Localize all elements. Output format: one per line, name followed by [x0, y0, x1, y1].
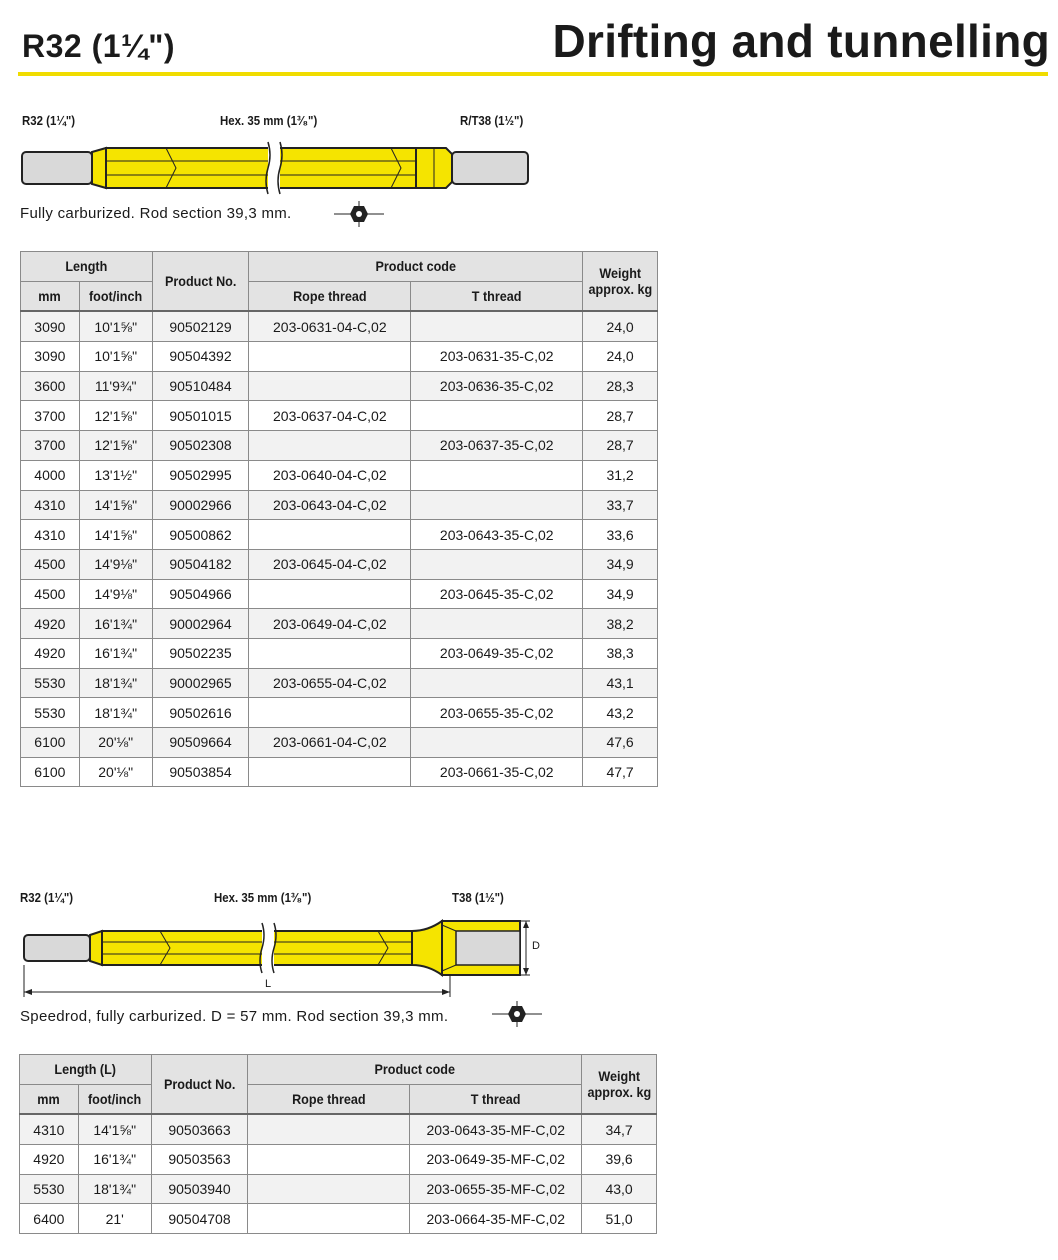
cell-rope-thread: 203-0643-04-C,02	[249, 490, 411, 520]
table-row	[21, 757, 658, 787]
cell-mm: 3090	[21, 342, 80, 372]
cell-foot-inch: 18'1¾"	[78, 1174, 151, 1204]
table-row	[21, 698, 658, 728]
cell-t-thread: 203-0649-35-C,02	[411, 638, 583, 668]
col-mm: mm	[21, 281, 80, 311]
col-rope-thread-2: Rope thread	[248, 1084, 410, 1114]
page-subtitle: R32 (1¼")	[22, 28, 176, 64]
table-row	[20, 1114, 657, 1144]
cell-weight: 38,3	[583, 638, 658, 668]
cell-t-thread: 203-0643-35-MF-C,02	[410, 1114, 582, 1144]
cell-foot-inch: 21'	[78, 1204, 151, 1234]
cell-rope-thread	[249, 520, 411, 550]
cell-weight: 28,7	[583, 401, 658, 431]
cell-rope-thread: 203-0640-04-C,02	[249, 460, 411, 490]
cell-rope-thread: 203-0655-04-C,02	[249, 668, 411, 698]
col-foot-inch: foot/inch	[79, 281, 152, 311]
cell-rope-thread	[248, 1204, 410, 1234]
rod2-caption: Speedrod, fully carburized. D = 57 mm. Rod section 39,3 mm.	[20, 1008, 449, 1025]
cell-product-no: 90504708	[151, 1204, 248, 1234]
cell-foot-inch: 12'1⅝"	[79, 431, 152, 461]
table-row	[21, 371, 658, 401]
rod2-left-thread-label: R32 (1¼")	[20, 890, 74, 905]
cell-t-thread: 203-0655-35-MF-C,02	[410, 1174, 582, 1204]
cell-foot-inch: 16'1¾"	[79, 638, 152, 668]
table-row	[21, 490, 658, 520]
cell-product-no: 90502235	[152, 638, 249, 668]
cell-t-thread	[411, 609, 583, 639]
cell-mm: 6400	[20, 1204, 79, 1234]
cell-product-no: 90503563	[151, 1145, 248, 1175]
table-row	[21, 431, 658, 461]
cell-weight: 34,9	[583, 549, 658, 579]
cell-t-thread	[411, 728, 583, 758]
cell-mm: 5530	[20, 1174, 79, 1204]
dim-l-label: L	[265, 978, 272, 990]
col-product-code-2: Product code	[248, 1055, 582, 1085]
col-length: Length	[21, 252, 153, 282]
cell-t-thread	[411, 311, 583, 341]
rod2-spec-table	[19, 1054, 657, 1234]
cell-mm: 5530	[21, 668, 80, 698]
cell-foot-inch: 16'1¾"	[78, 1145, 151, 1175]
cell-product-no: 90501015	[152, 401, 249, 431]
cell-foot-inch: 11'9¾"	[79, 371, 152, 401]
cell-mm: 3700	[21, 431, 80, 461]
cell-t-thread: 203-0645-35-C,02	[411, 579, 583, 609]
cell-weight: 47,6	[583, 728, 658, 758]
page-title: Drifting and tunnelling	[552, 15, 1050, 67]
cell-product-no: 90503854	[152, 757, 249, 787]
cell-mm: 4310	[20, 1114, 79, 1144]
cell-t-thread	[411, 490, 583, 520]
table-row	[21, 401, 658, 431]
cell-product-no: 90502129	[152, 311, 249, 341]
cell-product-no: 90502308	[152, 431, 249, 461]
cell-product-no: 90500862	[152, 520, 249, 550]
cell-foot-inch: 13'1½"	[79, 460, 152, 490]
table-row	[21, 668, 658, 698]
table-row	[21, 638, 658, 668]
cell-foot-inch: 12'1⅝"	[79, 401, 152, 431]
cell-mm: 4310	[21, 520, 80, 550]
cell-foot-inch: 10'1⅝"	[79, 311, 152, 341]
col-mm-2: mm	[20, 1084, 79, 1114]
cell-rope-thread	[248, 1145, 410, 1175]
cell-weight: 28,7	[583, 431, 658, 461]
cell-rope-thread	[249, 579, 411, 609]
rod1-caption: Fully carburized. Rod section 39,3 mm.	[20, 205, 292, 222]
cell-weight: 33,7	[583, 490, 658, 520]
cell-weight: 43,2	[583, 698, 658, 728]
col-length-l: Length (L)	[20, 1055, 152, 1085]
cell-foot-inch: 14'1⅝"	[79, 490, 152, 520]
table-row	[21, 311, 658, 341]
cell-product-no: 90502995	[152, 460, 249, 490]
cell-t-thread: 203-0636-35-C,02	[411, 371, 583, 401]
dim-d-label: D	[532, 940, 540, 952]
rod2-right-thread-label: T38 (1½")	[452, 890, 504, 905]
rod1-right-thread-label: R/T38 (1½")	[460, 113, 524, 128]
cell-foot-inch: 10'1⅝"	[79, 342, 152, 372]
cell-rope-thread: 203-0661-04-C,02	[249, 728, 411, 758]
rod2-drawing	[16, 915, 556, 1000]
cell-weight: 39,6	[582, 1145, 657, 1175]
hex-section-icon-2	[492, 1001, 542, 1027]
cell-rope-thread	[249, 371, 411, 401]
cell-mm: 4920	[20, 1145, 79, 1175]
rod1-left-thread-label: R32 (1¼")	[22, 113, 76, 128]
cell-product-no: 90510484	[152, 371, 249, 401]
cell-rope-thread: 203-0637-04-C,02	[249, 401, 411, 431]
header-divider	[18, 72, 1048, 76]
cell-product-no: 90002966	[152, 490, 249, 520]
rod2-table-body	[20, 1114, 657, 1233]
cell-t-thread: 203-0631-35-C,02	[411, 342, 583, 372]
cell-foot-inch: 14'9⅛"	[79, 579, 152, 609]
cell-weight: 31,2	[583, 460, 658, 490]
cell-product-no: 90503663	[151, 1114, 248, 1144]
col-foot-inch-2: foot/inch	[78, 1084, 151, 1114]
cell-product-no: 90504182	[152, 549, 249, 579]
cell-product-no: 90504392	[152, 342, 249, 372]
rod2-hex-label: Hex. 35 mm (1³⁄₈")	[214, 890, 312, 905]
table-row	[20, 1174, 657, 1204]
cell-rope-thread	[248, 1174, 410, 1204]
cell-foot-inch: 20'⅛"	[79, 728, 152, 758]
cell-t-thread: 203-0637-35-C,02	[411, 431, 583, 461]
col-product-no-2: Product No.	[151, 1055, 248, 1115]
cell-mm: 5530	[21, 698, 80, 728]
cell-rope-thread	[249, 698, 411, 728]
cell-product-no: 90503940	[151, 1174, 248, 1204]
cell-mm: 4000	[21, 460, 80, 490]
cell-mm: 4920	[21, 638, 80, 668]
cell-mm: 3700	[21, 401, 80, 431]
cell-t-thread: 203-0643-35-C,02	[411, 520, 583, 550]
cell-mm: 4500	[21, 579, 80, 609]
cell-weight: 33,6	[583, 520, 658, 550]
col-rope-thread: Rope thread	[249, 281, 411, 311]
cell-t-thread	[411, 668, 583, 698]
cell-product-no: 90504966	[152, 579, 249, 609]
cell-rope-thread	[249, 342, 411, 372]
cell-mm: 4500	[21, 549, 80, 579]
cell-mm: 3600	[21, 371, 80, 401]
cell-weight: 43,0	[582, 1174, 657, 1204]
col-t-thread-2: T thread	[410, 1084, 582, 1114]
col-t-thread: T thread	[411, 281, 583, 311]
cell-foot-inch: 14'1⅝"	[79, 520, 152, 550]
cell-t-thread: 203-0649-35-MF-C,02	[410, 1145, 582, 1175]
col-product-no: Product No.	[152, 252, 249, 312]
cell-mm: 3090	[21, 311, 80, 341]
table-row	[20, 1204, 657, 1234]
rod1-spec-table	[20, 251, 658, 787]
col-weight-2: Weight approx. kg	[582, 1055, 657, 1115]
table-row	[21, 549, 658, 579]
cell-weight: 47,7	[583, 757, 658, 787]
cell-rope-thread	[249, 638, 411, 668]
cell-rope-thread: 203-0645-04-C,02	[249, 549, 411, 579]
cell-rope-thread: 203-0631-04-C,02	[249, 311, 411, 341]
cell-weight: 24,0	[583, 342, 658, 372]
cell-weight: 34,7	[582, 1114, 657, 1144]
cell-foot-inch: 14'1⅝"	[78, 1114, 151, 1144]
table-row	[21, 460, 658, 490]
cell-mm: 4310	[21, 490, 80, 520]
cell-product-no: 90002964	[152, 609, 249, 639]
cell-weight: 34,9	[583, 579, 658, 609]
cell-weight: 38,2	[583, 609, 658, 639]
rod1-table-body	[21, 311, 658, 787]
cell-weight: 24,0	[583, 311, 658, 341]
hex-section-icon	[334, 201, 384, 227]
cell-rope-thread: 203-0649-04-C,02	[249, 609, 411, 639]
table-row	[21, 609, 658, 639]
cell-foot-inch: 16'1¾"	[79, 609, 152, 639]
cell-t-thread: 203-0655-35-C,02	[411, 698, 583, 728]
cell-weight: 28,3	[583, 371, 658, 401]
rod1-drawing	[16, 140, 546, 196]
table-row	[21, 520, 658, 550]
cell-weight: 51,0	[582, 1204, 657, 1234]
cell-rope-thread	[248, 1114, 410, 1144]
cell-product-no: 90509664	[152, 728, 249, 758]
cell-t-thread: 203-0664-35-MF-C,02	[410, 1204, 582, 1234]
cell-mm: 4920	[21, 609, 80, 639]
table-row	[21, 579, 658, 609]
table-row	[21, 342, 658, 372]
col-product-code: Product code	[249, 252, 583, 282]
rod1-hex-label: Hex. 35 mm (1³⁄₈")	[220, 113, 318, 128]
cell-rope-thread	[249, 431, 411, 461]
col-weight: Weight approx. kg	[583, 252, 658, 312]
cell-mm: 6100	[21, 728, 80, 758]
cell-foot-inch: 14'9⅛"	[79, 549, 152, 579]
cell-foot-inch: 18'1¾"	[79, 698, 152, 728]
cell-t-thread	[411, 401, 583, 431]
cell-product-no: 90002965	[152, 668, 249, 698]
cell-mm: 6100	[21, 757, 80, 787]
cell-foot-inch: 18'1¾"	[79, 668, 152, 698]
cell-t-thread	[411, 549, 583, 579]
cell-t-thread: 203-0661-35-C,02	[411, 757, 583, 787]
cell-weight: 43,1	[583, 668, 658, 698]
cell-rope-thread	[249, 757, 411, 787]
cell-t-thread	[411, 460, 583, 490]
table-row	[21, 728, 658, 758]
cell-product-no: 90502616	[152, 698, 249, 728]
cell-foot-inch: 20'⅛"	[79, 757, 152, 787]
table-row	[20, 1145, 657, 1175]
